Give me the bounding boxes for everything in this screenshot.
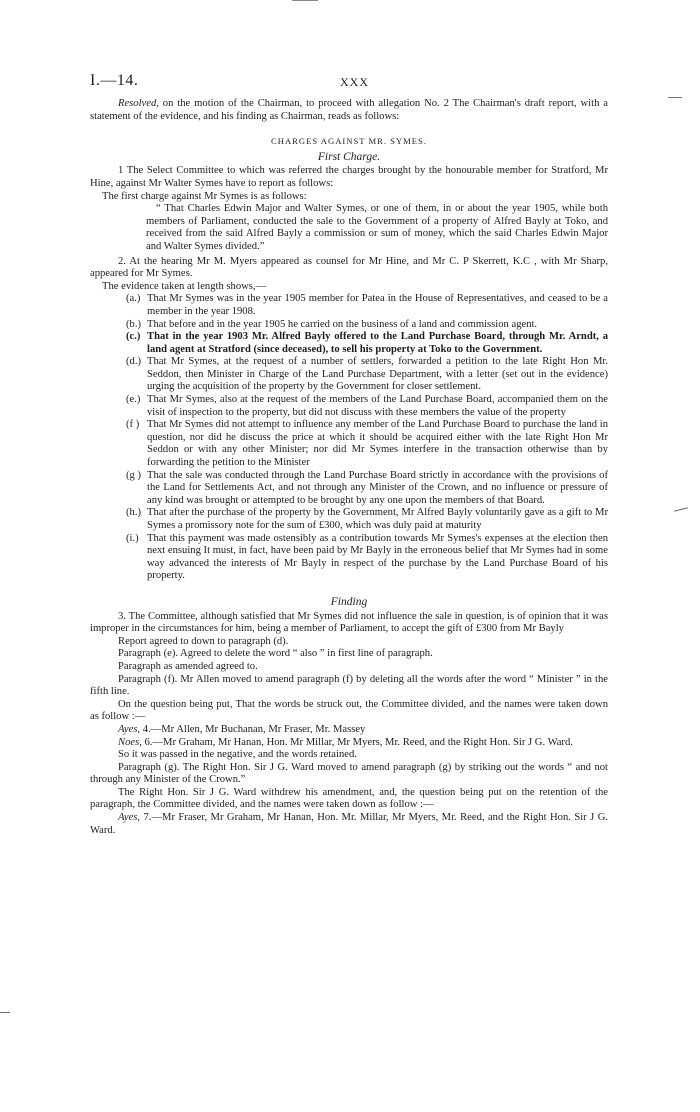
document-body xyxy=(90,98,608,837)
evidence-item xyxy=(126,318,608,332)
paragraph-f-note: Paragraph (f). Mr Allen moved to amend paragraph (f) by deleting all the words after the word “ Minister ” in the fifth line. xyxy=(90,673,608,698)
evidence-item xyxy=(126,293,608,318)
paragraph-amended: Paragraph as amended agreed to. xyxy=(118,660,258,672)
evidence-label: (a.) xyxy=(126,293,141,305)
evidence-text: That before and in the year 1905 he carried on the business of a land and commission agent. xyxy=(147,318,538,330)
evidence-list xyxy=(126,293,608,583)
paragraph-2: 2. At the hearing Mr M. Myers appeared as counsel for Mr Hine, and Mr C. P Skerrett, K.C , with Mr Sharp, appeared for Mr Symes. xyxy=(90,255,608,280)
evidence-text: That Mr Symes did not attempt to influence any member of the Land Purchase Board to purchase the land in question, nor did he discuss the price at which it should be acquired either with the late Right Hon Mr Seddon or with any other Minister; nor did Mr Symes interfere in the transaction otherwise than by forwarding the petition to the Minister xyxy=(147,419,608,469)
evidence-item xyxy=(126,419,608,469)
paragraph-e-note: Paragraph (e). Agreed to delete the word “ also ” in first line of paragraph. xyxy=(118,648,433,660)
evidence-item xyxy=(126,469,608,508)
noes-label: Noes, xyxy=(118,736,142,748)
document-reference: I.—14. xyxy=(90,72,139,89)
page-number: XXX xyxy=(340,75,369,89)
evidence-label: (c.) xyxy=(126,331,141,343)
vote1-ayes xyxy=(90,724,608,737)
ayes-names: 4.—Mr Allen, Mr Buchanan, Mr Fraser, Mr. Massey xyxy=(140,723,366,735)
vote2-ayes xyxy=(90,812,608,837)
evidence-item xyxy=(126,507,608,532)
evidence-item xyxy=(126,394,608,419)
intro-text: on the motion of the Chairman, to proceed with allegation No. 2 The Chairman's draft report, with a statement of the evidence, and his finding as Chairman, reads as follows: xyxy=(90,98,608,122)
evidence-item xyxy=(126,356,608,394)
vote1-noes xyxy=(90,737,608,750)
noes-names: 6.—Mr Graham, Mr Hanan, Hon. Mr Millar, Mr Myers, Mr. Reed, and the Right Hon. Sir J G. Ward. xyxy=(141,736,573,748)
evidence-text: That Mr Symes, at the request of a number of settlers, forwarded a petition to the late Right Hon Mr. Seddon, then Minister in Charge of the Land Purchase Department, with a letter (set out in the evidence) urging the acquisition of the property by the Government for closer settlement. xyxy=(147,356,608,393)
evidence-label: (f ) xyxy=(126,419,140,431)
evidence-text: That this payment was made ostensibly as a contribution towards Mr Symes's expenses at the election then next ensuing It must, in fact, have been paid by Mr Bayly in the erroneous belief that Mr Symes had in some way advanced the interests of Mr Bayly in respect of the purchase by the Land Purchase Board of his property. xyxy=(147,532,608,582)
evidence-label: (d.) xyxy=(126,356,142,368)
evidence-text: That the sale was conducted through the Land Purchase Board strictly in accordance with the provisions of the Land for Settlements Act, and not through any Minister of the Crown, and no influence or pressure of any kind was brought or attempted to be brought by any one upon the members of that Board. xyxy=(147,469,608,506)
evidence-text: That Mr Symes, also at the request of the members of the Land Purchase Board, accompanied them on the visit of inspection to the property, but did not discuss with these members the value of the property xyxy=(147,394,608,418)
ayes-names: 7.—Mr Fraser, Mr Graham, Mr Hanan, Hon. Mr. Millar, Mr Myers, Mr. Reed, and the Right Hon. Sir J G. Ward. xyxy=(90,812,608,836)
withdrew-note: The Right Hon. Sir J G. Ward withdrew his amendment, and, the question being put on the retention of the paragraph, the Committee divided, and the names were taken down as follow :— xyxy=(90,786,608,811)
evidence-text: That Mr Symes was in the year 1905 member for Patea in the House of Representatives, and ceased to be a member in the year 1908. xyxy=(147,293,608,317)
evidence-text: That after the purchase of the property by the Government, Mr Alfred Bayly voluntarily gave as a gift to Mr Symes a promissory note for the sum of £300, which was duly paid at maturity xyxy=(147,507,608,531)
evidence-label: (g ) xyxy=(126,469,142,481)
passed-negative: So it was passed in the negative, and the words retained. xyxy=(118,749,357,761)
paragraph-1: 1 The Select Committee to which was referred the charges brought by the honourable member for Stratford, Mr Hine, against Mr Walter Symes have to report as follows: xyxy=(90,165,608,189)
finding-heading: Finding xyxy=(330,595,368,608)
evidence-label: (i.) xyxy=(126,532,139,544)
first-charge-heading: First Charge. xyxy=(317,150,381,163)
ayes-label: Ayes, xyxy=(118,812,141,824)
evidence-text: That in the year 1903 Mr. Alfred Bayly offered to the Land Purchase Board, through Mr. Arndt, a land agent at Stratford (since deceased), to sell his property at Toko to the Government. xyxy=(147,331,608,355)
paragraph-g-note: Paragraph (g). The Right Hon. Sir J G. Ward moved to amend paragraph (g) by striking out the words “ and not through any Minister of the Crown.” xyxy=(90,761,608,786)
ayes-label: Ayes, xyxy=(118,723,141,735)
evidence-label: (b.) xyxy=(126,318,142,330)
question-put: On the question being put, That the words be struck out, the Committee divided, and the names were taken down as follow :— xyxy=(90,698,608,723)
margin-mark xyxy=(674,507,688,511)
margin-mark xyxy=(668,97,682,98)
section-title: CHARGES AGAINST MR. SYMES. xyxy=(271,136,427,147)
evidence-label: (h.) xyxy=(126,507,142,519)
margin-mark xyxy=(0,1012,10,1013)
first-charge-intro: The first charge against Mr Symes is as follows: xyxy=(102,190,307,202)
resolved-word: Resolved, xyxy=(118,98,159,109)
top-rule xyxy=(292,0,318,1)
evidence-intro: The evidence taken at length shows,— xyxy=(102,280,267,292)
charge-quote: “ That Charles Edwin Major and Walter Symes, or one of them, in or about the year 1905, while both members of Parliament, conducted the sale to the Government of a property of Alfred Bayly at Toko, and received from the said Alfred Bayly a commission or sum of money, which the said Charles Edwin Major and Walter Symes divided.” xyxy=(146,203,608,252)
report-agreed: Report agreed to down to paragraph (d). xyxy=(118,635,289,647)
paragraph-3: 3. The Committee, although satisfied that Mr Symes did not influence the sale in question, is of opinion that it was improper in the circumstances for him, being a member of Parliament, to accept the gift of £300 from Mr Bayly xyxy=(90,610,608,635)
evidence-item xyxy=(126,331,608,356)
evidence-item xyxy=(126,532,608,583)
evidence-label: (e.) xyxy=(126,394,141,406)
intro-paragraph xyxy=(90,98,608,123)
